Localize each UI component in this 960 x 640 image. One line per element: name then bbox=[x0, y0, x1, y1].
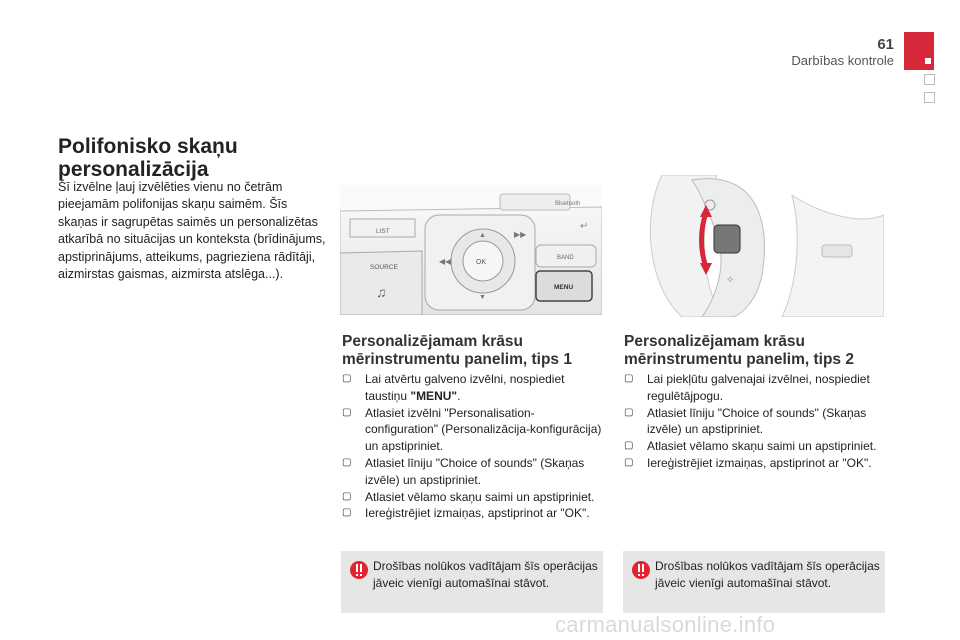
band-label: BAND bbox=[557, 255, 574, 261]
tip1-title: Personalizējamam krāsu mērinstrumentu panelim, tips 1 bbox=[342, 333, 572, 368]
step-text: Atlasiet līniju "Choice of sounds" (Skaņas izvēle) un apstipriniet. bbox=[647, 405, 867, 437]
tip2-step bbox=[624, 405, 886, 439]
chapter-tab-marker bbox=[904, 32, 934, 70]
intro-paragraph: Šī izvēlne ļauj izvēlēties vienu no četrām pieejamām polifonijas skaņu saimēm. Šīs skaņas ir sagrupētas saimēs un personalizētas atkarībā no situācijas un konteksta (brīdinājums, apstiprinājums, atteikums, pagrieziena rādītāji, aizmirstas gaismas, aizmirsta atslēga...). bbox=[58, 180, 326, 282]
step-text: Iereģistrējiet izmaiņas, apstiprinot ar "OK". bbox=[365, 506, 590, 521]
svg-text:▼: ▼ bbox=[479, 294, 486, 301]
ok-label: OK bbox=[476, 259, 487, 266]
bullet-icon: ▢ bbox=[624, 406, 634, 418]
page-number: 61 bbox=[877, 36, 894, 53]
tip2-step bbox=[624, 371, 886, 405]
bullet-icon: ▢ bbox=[342, 373, 352, 384]
bullet-icon: ▢ bbox=[624, 440, 634, 452]
section-title: Darbības kontrole bbox=[791, 53, 894, 68]
menu-key-name: "MENU" bbox=[410, 388, 458, 403]
list-label: LIST bbox=[376, 228, 390, 235]
step-text: Atlasiet vēlamo skaņu saimi un apstipriniet. bbox=[365, 489, 595, 504]
bullet-icon: ▢ bbox=[624, 456, 634, 468]
chapter-box-2 bbox=[924, 92, 935, 103]
menu-label: MENU bbox=[554, 284, 574, 291]
bullet-icon: ▢ bbox=[342, 456, 352, 468]
tip1-step bbox=[342, 489, 604, 506]
page-title: Polifonisko skaņu personalizācija bbox=[58, 135, 238, 181]
step-text: Lai atvērtu galveno izvēlni, nospiediet taustiņu bbox=[365, 372, 565, 403]
tip2-title: Personalizējamam krāsu mērinstrumentu panelim, tips 2 bbox=[624, 333, 854, 368]
watermark: carmanualsonline.info bbox=[555, 612, 776, 637]
svg-text:◀◀: ◀◀ bbox=[439, 257, 452, 266]
svg-text:↵: ↵ bbox=[580, 221, 589, 232]
source-label: SOURCE bbox=[370, 264, 398, 271]
chapter-box-1 bbox=[924, 74, 935, 85]
step-text: Lai piekļūtu galvenajai izvēlnei, nospiediet regulētājpogu. bbox=[647, 372, 870, 403]
step-text: Atlasiet vēlamo skaņu saimi un apstipriniet. bbox=[647, 439, 877, 454]
svg-text:♫: ♫ bbox=[376, 284, 387, 300]
bullet-icon: ▢ bbox=[342, 507, 352, 519]
tip1-steps bbox=[342, 371, 604, 522]
warning-icon bbox=[632, 561, 650, 579]
tip2-steps bbox=[624, 371, 886, 472]
warning-text: Drošības nolūkos vadītājam šīs operācijas jāveic vienīgi automašīnai stāvot. bbox=[373, 559, 598, 590]
steering-wheel-photo bbox=[622, 175, 884, 317]
step-text-end: . bbox=[457, 388, 461, 403]
bluetooth-label: Bluetooth bbox=[555, 201, 581, 207]
bullet-icon: ▢ bbox=[342, 406, 352, 418]
tip2-step bbox=[624, 438, 886, 455]
svg-text:▶▶: ▶▶ bbox=[514, 230, 527, 239]
svg-text:▲: ▲ bbox=[479, 232, 486, 239]
warning-text: Drošības nolūkos vadītājam šīs operācijas jāveic vienīgi automašīnai stāvot. bbox=[655, 559, 880, 590]
step-text: Atlasiet izvēlni "Personalisation-configuration" (Personalizācija-konfigurācija) un apstipriniet. bbox=[365, 405, 602, 454]
warning-icon bbox=[350, 561, 368, 579]
tip1-step bbox=[342, 455, 604, 489]
svg-text:✧: ✧ bbox=[726, 275, 735, 286]
step-text: Iereģistrējiet izmaiņas, apstiprinot ar "OK". bbox=[647, 455, 872, 470]
tip1-step bbox=[342, 505, 604, 522]
tip2-step bbox=[624, 455, 886, 472]
tip2-warning-box bbox=[623, 551, 885, 613]
tip1-warning-box bbox=[341, 551, 603, 613]
tip1-step bbox=[342, 371, 604, 405]
bullet-icon: ▢ bbox=[342, 490, 352, 502]
step-text: Atlasiet līniju "Choice of sounds" (Skaņas izvēle) un apstipriniet. bbox=[365, 455, 585, 487]
tip1-step bbox=[342, 405, 604, 455]
audio-panel-photo bbox=[340, 185, 602, 315]
bullet-icon: ▢ bbox=[624, 373, 634, 384]
